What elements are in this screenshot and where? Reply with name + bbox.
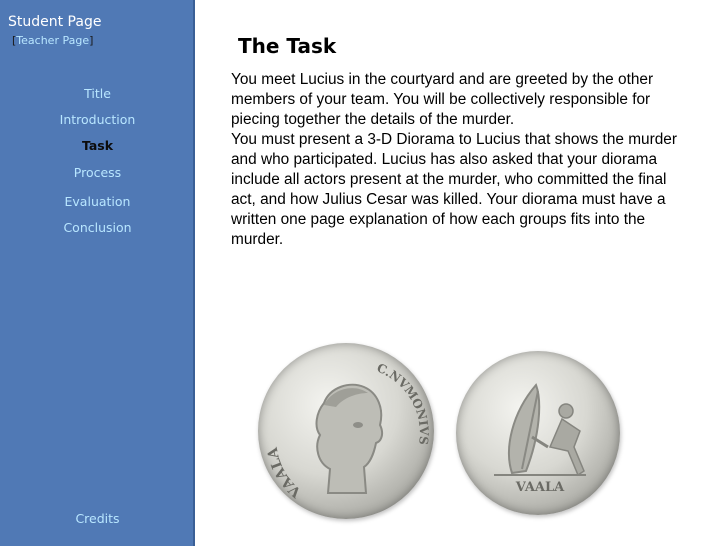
task-paragraph: You must present a 3-D Diorama to Lucius that shows the murder and who participated. Lucius has also asked that your diorama include all actors present at the murder, who committed the final act, and how Julius Cesar was killed. Your diorama must have a written one page explanation of how each groups fits into the murder. bbox=[231, 131, 677, 248]
sidebar bbox=[0, 0, 195, 546]
page-title: The Task bbox=[238, 34, 337, 58]
teacher-page-link[interactable]: Teacher Page bbox=[16, 34, 90, 47]
victory-figure-icon bbox=[456, 351, 620, 515]
head-portrait-icon bbox=[258, 343, 434, 519]
nav-evaluation[interactable]: Evaluation bbox=[64, 194, 131, 209]
coin-reverse-image bbox=[456, 351, 620, 515]
nav-introduction[interactable]: Introduction bbox=[59, 112, 136, 127]
coin-obverse-image bbox=[258, 343, 434, 519]
nav-task[interactable]: Task bbox=[81, 138, 114, 153]
teacher-page-link-wrapper: [Teacher Page] bbox=[12, 34, 94, 47]
nav-credits[interactable]: Credits bbox=[75, 511, 120, 526]
task-description bbox=[231, 70, 691, 250]
task-paragraph: You meet Lucius in the courtyard and are greeted by the other members of your team. You will be collectively responsible for piecing together the details of the murder. bbox=[231, 71, 654, 128]
reverse-legend: VAALA bbox=[515, 480, 565, 495]
nav-process[interactable]: Process bbox=[73, 165, 122, 180]
nav-title[interactable]: Title bbox=[84, 86, 111, 101]
obverse-legend-left: VAALA bbox=[264, 445, 305, 501]
obverse-legend-right: C.NVMONIVS bbox=[374, 360, 432, 446]
site-title: Student Page bbox=[8, 14, 102, 30]
nav-conclusion[interactable]: Conclusion bbox=[63, 220, 132, 235]
